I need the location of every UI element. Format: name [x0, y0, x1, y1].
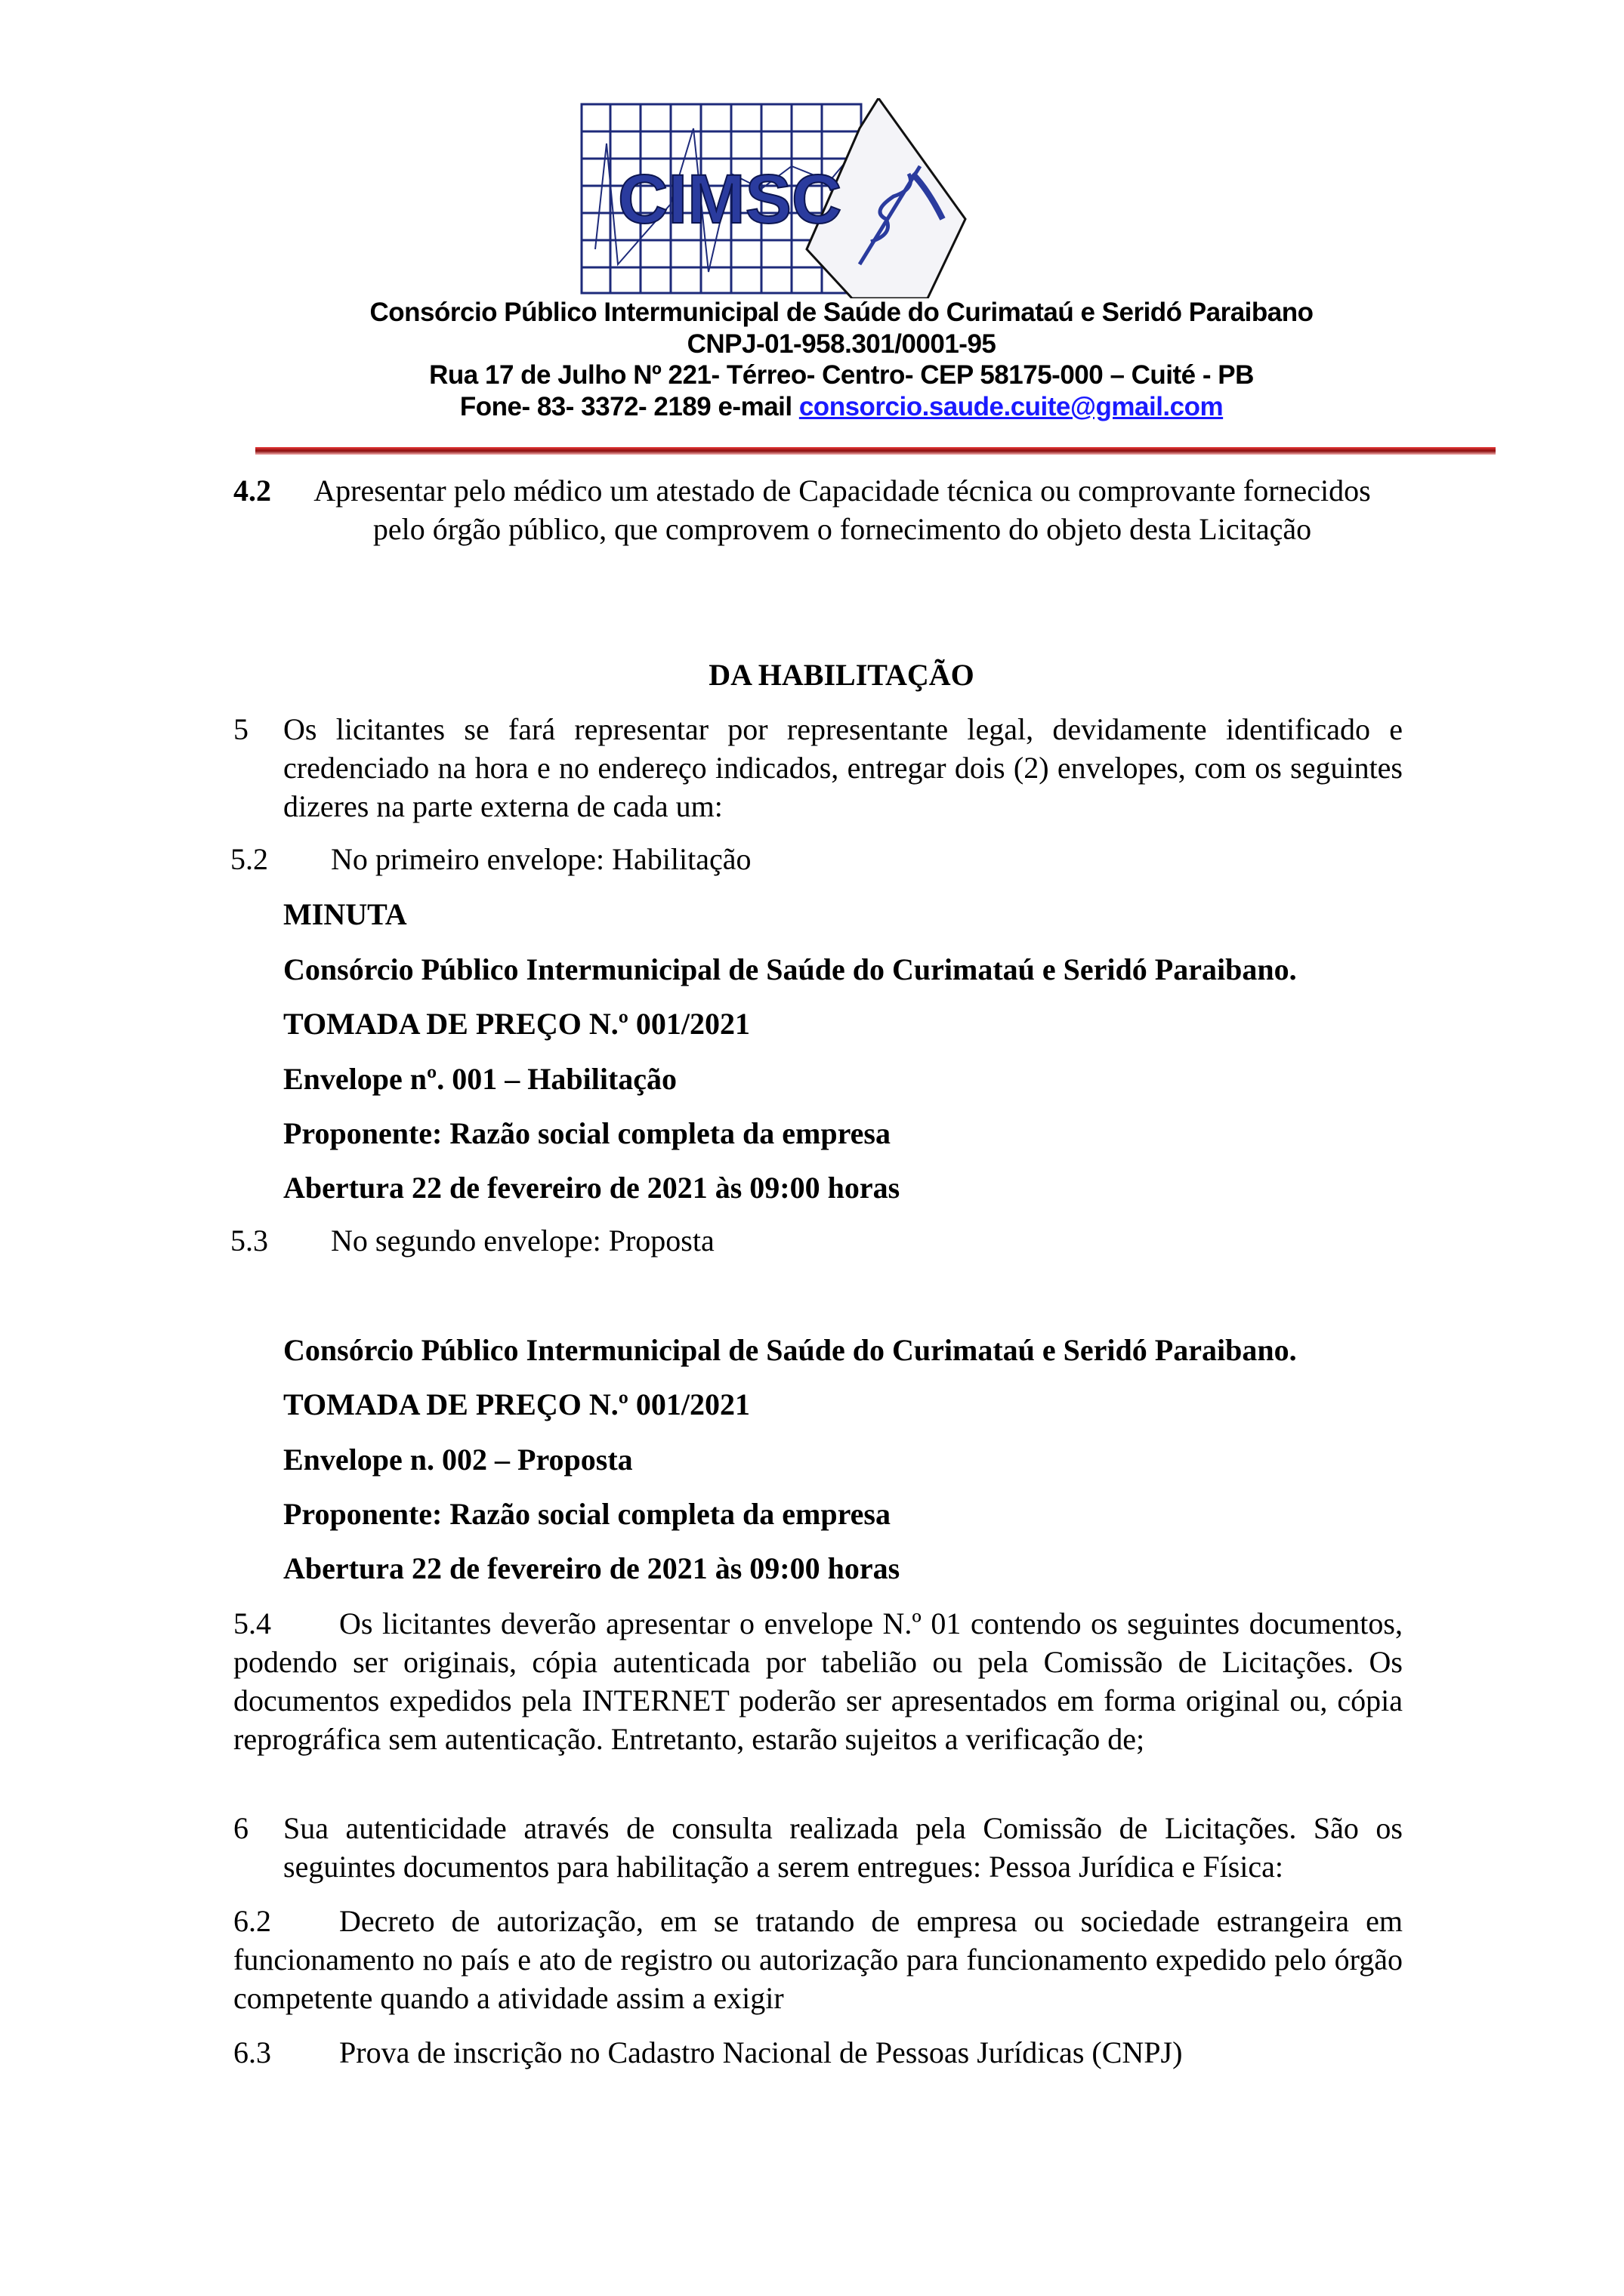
section-num: 5.2: [230, 842, 268, 876]
section-num: 4.2: [233, 474, 271, 508]
header-divider: [255, 447, 1496, 455]
envelope-2-line: Envelope n. 002 – Proposta: [283, 1443, 633, 1477]
section-num: 5.3: [230, 1224, 268, 1258]
section-5-3-text: No segundo envelope: Proposta: [331, 1224, 715, 1258]
envelope-2-line: Proponente: Razão social completa da empresa: [283, 1497, 891, 1531]
section-num: 6.3: [233, 2035, 271, 2069]
envelope-1-line: MINUTA: [283, 897, 407, 931]
section-num: 5.4: [233, 1606, 271, 1640]
section-5-2-text: No primeiro envelope: Habilitação: [331, 842, 752, 876]
section-num: 5: [233, 712, 249, 746]
org-address: Rua 17 de Julho Nº 221- Térreo- Centro- CEP 58175-000 – Cuité - PB: [429, 360, 1254, 390]
section-6-3-text: Prova de inscrição no Cadastro Nacional de Pessoas Jurídicas (CNPJ): [339, 2035, 1183, 2069]
section-5-4-text: Os licitantes deverão apresentar o envelope N.º 01 contendo os seguintes documentos, podendo ser originais, cópia autenticada por tabelião ou pela Comissão de Licitações. Os documentos expedidos pela INTERNET poderão ser apresentados em forma original ou, cópia reprográfica sem autenticação. Entretanto, estarão sujeitos a verificação de;: [233, 1606, 1403, 1756]
envelope-2-line: TOMADA DE PREÇO N.º 001/2021: [283, 1387, 751, 1421]
envelope-1-line: Proponente: Razão social completa da empresa: [283, 1116, 891, 1150]
section-heading: DA HABILITAÇÃO: [709, 658, 974, 692]
section-4-2-text: Apresentar pelo médico um atestado de Capacidade técnica ou comprovante fornecidos pelo órgão público, que comprovem o fornecimento do objeto desta Licitação: [313, 474, 1371, 546]
section-num: 6: [233, 1811, 249, 1845]
email-link[interactable]: consorcio.saude.cuite@gmail.com: [798, 392, 1224, 421]
org-cnpj: CNPJ-01-958.301/0001-95: [687, 329, 996, 359]
section-5-4: [233, 1604, 1403, 1758]
envelope-1-line: Consórcio Público Intermunicipal de Saúde do Curimataú e Seridó Paraibano.: [283, 952, 1297, 986]
envelope-1-line: Abertura 22 de fevereiro de 2021 às 09:00 horas: [283, 1171, 900, 1205]
phone-text: Fone- 83- 3372- 2189 e-mail: [459, 392, 799, 421]
cimsc-logo: [580, 98, 1064, 298]
envelope-1-line: TOMADA DE PREÇO N.º 001/2021: [283, 1007, 751, 1041]
section-6-text: Sua autenticidade através de consulta realizada pela Comissão de Licitações. São os seguintes documentos para habilitação a serem entregues: Pessoa Jurídica e Física:: [283, 1811, 1403, 1884]
svg-text:CIMSC: CIMSC: [618, 161, 842, 238]
envelope-2-line: Consórcio Público Intermunicipal de Saúde do Curimataú e Seridó Paraibano.: [283, 1333, 1297, 1367]
section-6-2-text: Decreto de autorização, em se tratando de empresa ou sociedade estrangeira em funcionamento no país e ato de registro ou autorização para funcionamento expedido pelo órgão competente quando a atividade assim a exigir: [233, 1904, 1403, 2015]
section-num: 6.2: [233, 1904, 271, 1938]
envelope-2-line: Abertura 22 de fevereiro de 2021 às 09:00 horas: [283, 1551, 900, 1585]
org-contact: [0, 391, 1624, 423]
org-name: Consórcio Público Intermunicipal de Saúde do Curimataú e Seridó Paraibano: [369, 298, 1314, 327]
envelope-1-line: Envelope nº. 001 – Habilitação: [283, 1062, 678, 1096]
section-5-text: Os licitantes se fará representar por representante legal, devidamente identificado e credenciado na hora e no endereço indicados, entregar dois (2) envelopes, com os seguintes dizeres na parte externa de cada um:: [283, 712, 1403, 823]
section-6-2: [233, 1902, 1403, 2017]
